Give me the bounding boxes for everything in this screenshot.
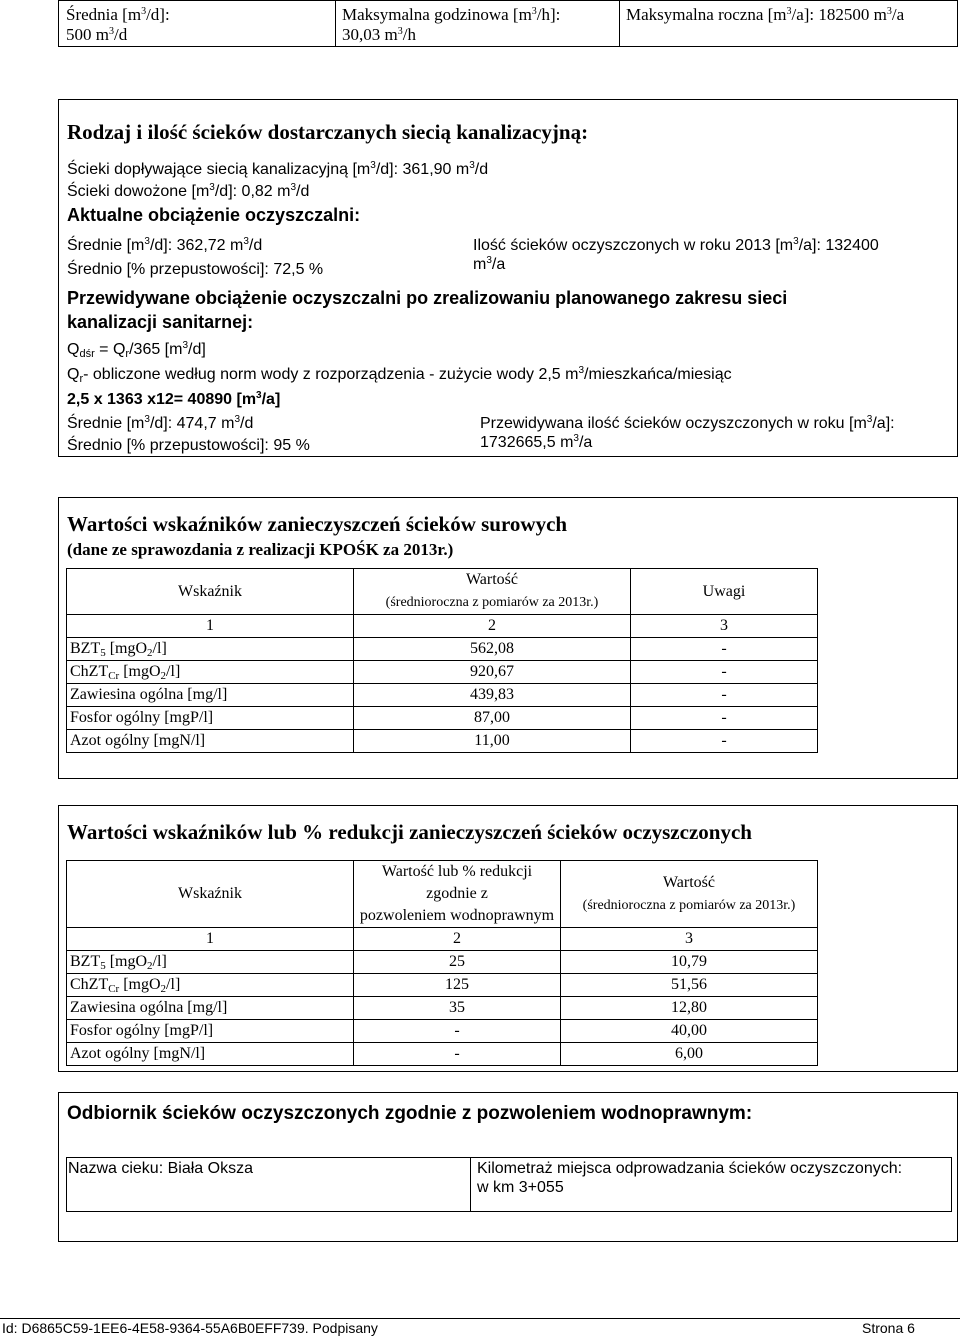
table-row-nums: [67, 928, 818, 951]
table-row: [67, 661, 818, 684]
forecast-avg: Średnie $[m^3/d]$: 474,7 $m^3/d$: [67, 414, 254, 432]
permit-value: -: [354, 1020, 561, 1043]
remark: -: [631, 707, 818, 730]
raw-sewage-title: Wartości wskaźników zanieczyszczeń ścieków surowych: [67, 512, 568, 536]
value: 10,79: [561, 951, 818, 974]
raw-sewage-subtitle: (dane ze sprawozdania z realizacji KPOŚK za 2013r.): [67, 540, 454, 559]
max-hourly-flow: Maksymalna godzinowa $[m^3/h]$: 30,03 $m^3/h$: [342, 5, 561, 45]
col-indicator: Wskaźnik: [67, 861, 354, 928]
num-2: 2: [354, 615, 631, 638]
indicator: Fosfor ogólny [mgP/l]: [67, 1020, 354, 1043]
km-label: Kilometraż miejsca odprowadzania ścieków oczyszczonych: w km 3+055: [477, 1160, 903, 1197]
indicator: Zawiesina ogólna [mg/l]: [67, 684, 354, 707]
num-1: 1: [67, 615, 354, 638]
treated-sewage-table: [66, 860, 818, 1066]
value: 40,00: [561, 1020, 818, 1043]
table-row: [67, 974, 818, 997]
section-inflow: [58, 99, 958, 457]
raw-sewage-table: [66, 568, 818, 753]
remark: -: [631, 638, 818, 661]
col-value: Wartość (średnioroczna z pomiarów za 2013r.): [354, 569, 631, 615]
num-3: 3: [631, 615, 818, 638]
col-value: Wartość (średnioroczna z pomiarów za 2013r.): [561, 861, 818, 928]
indicator: Azot ogólny [mgN/l]: [67, 730, 354, 753]
value: 6,00: [561, 1043, 818, 1066]
col-remarks: Uwagi: [631, 569, 818, 615]
current-load-title: Aktualne obciążenie oczyszczalni:: [67, 205, 361, 225]
permit-value: 125: [354, 974, 561, 997]
river-name: Nazwa cieku: Biała Oksza: [68, 1160, 253, 1177]
current-pct: Średnio [% przepustowości]: 72,5 %: [67, 261, 324, 278]
value: 87,00: [354, 707, 631, 730]
inflow-sewer: Ścieki dopływające siecią kanalizacyjną $[m^3/d]$: 361,90 $m^3/d$: [67, 160, 489, 178]
permit-value: 35: [354, 997, 561, 1020]
value: 439,83: [354, 684, 631, 707]
avg-flow: Średnia $[m^3/d]$: 500 $m^3/d$: [66, 5, 170, 45]
receiver-title: Odbiornik ścieków oczyszczonych zgodnie z pozwoleniem wodnoprawnym:: [67, 1103, 753, 1124]
calculation: 2,5 x 1363 x12= 40890 $[m^3/a]$: [67, 390, 281, 408]
indicator: Zawiesina ogólna [mg/l]: [67, 997, 354, 1020]
table-row: [67, 1020, 818, 1043]
remark: -: [631, 684, 818, 707]
indicator: ChZT$_{Cr}$ [mgO$_2$/l]: [67, 661, 354, 684]
value: 12,80: [561, 997, 818, 1020]
table-row: [67, 951, 818, 974]
formula-q: $Q_{dśr} = Q_r/365$ $[m^3/d]$: [67, 340, 206, 360]
num-1: 1: [67, 928, 354, 951]
top-box: [58, 0, 958, 47]
section-inflow-title: Rodzaj i ilość ścieków dostarczanych siecią kanalizacyjną:: [67, 120, 589, 144]
table-row: [67, 684, 818, 707]
col-permit: Wartość lub % redukcji zgodnie z pozwoleniem wodnoprawnym: [354, 861, 561, 928]
receiver-km-cell: [470, 1157, 952, 1212]
num-2: 2: [354, 928, 561, 951]
value: 920,67: [354, 661, 631, 684]
receiver-river-cell: [66, 1157, 471, 1212]
permit-value: -: [354, 1043, 561, 1066]
remark: -: [631, 661, 818, 684]
value: 562,08: [354, 638, 631, 661]
table-row: [67, 638, 818, 661]
table-row: [67, 730, 818, 753]
current-avg: Średnie $[m^3/d]$: 362,72 $m^3/d$: [67, 236, 263, 254]
treated-sewage-title: Wartości wskaźników lub % redukcji zanieczyszczeń ścieków oczyszczonych: [67, 820, 752, 844]
footer-line: [0, 1318, 960, 1319]
table-header: [67, 569, 818, 615]
formula-qr: $Q_r-$ obliczone według norm wody z rozporządzenia - zużycie wody 2,5 $m^3/mieszkańca$/miesiąc: [67, 365, 732, 385]
col-indicator: Wskaźnik: [67, 569, 354, 615]
indicator: $BZT_5$ [mgO$_2$/l]: [67, 951, 354, 974]
forecast-treated: Przewidywana ilość ścieków oczyszczonych w roku $[m^3/a]$: 1732665,5 $m^3/a$: [480, 414, 895, 452]
forecast-pct: Średnio [% przepustowości]: 95 %: [67, 437, 310, 454]
forecast-title: Przewidywane obciążenie oczyszczalni po zrealizowaniu planowanego zakresu sieci kanalizacji sanitarnej:: [67, 288, 788, 332]
indicator: Fosfor ogólny [mgP/l]: [67, 707, 354, 730]
indicator: ChZT$_{Cr}$ [mgO$_2$/l]: [67, 974, 354, 997]
inflow-delivered: Ścieki dowożone $[m^3/d]$: 0,82 $m^3/d$: [67, 182, 310, 200]
treated-2013: Ilość ścieków oczyszczonych w roku 2013 $[m^3/a]$: 132400 $m^3/a$: [473, 236, 879, 274]
remark: -: [631, 730, 818, 753]
indicator: $BZT_5$ [mgO$_2$/l]: [67, 638, 354, 661]
table-header: [67, 861, 818, 928]
permit-value: 25: [354, 951, 561, 974]
num-3: 3: [561, 928, 818, 951]
footer-id: Id: D6865C59-1EE6-4E58-9364-55A6B0EFF739. Podpisany: [2, 1320, 378, 1336]
value: 11,00: [354, 730, 631, 753]
max-annual-flow: Maksymalna roczna $[m^3/a]$: 182500 $m^3/a$: [626, 5, 905, 24]
table-row: [67, 1043, 818, 1066]
indicator: Azot ogólny [mgN/l]: [67, 1043, 354, 1066]
table-row: [67, 707, 818, 730]
page-number: Strona 6: [862, 1320, 915, 1336]
table-row: [67, 997, 818, 1020]
value: 51,56: [561, 974, 818, 997]
table-row-nums: [67, 615, 818, 638]
